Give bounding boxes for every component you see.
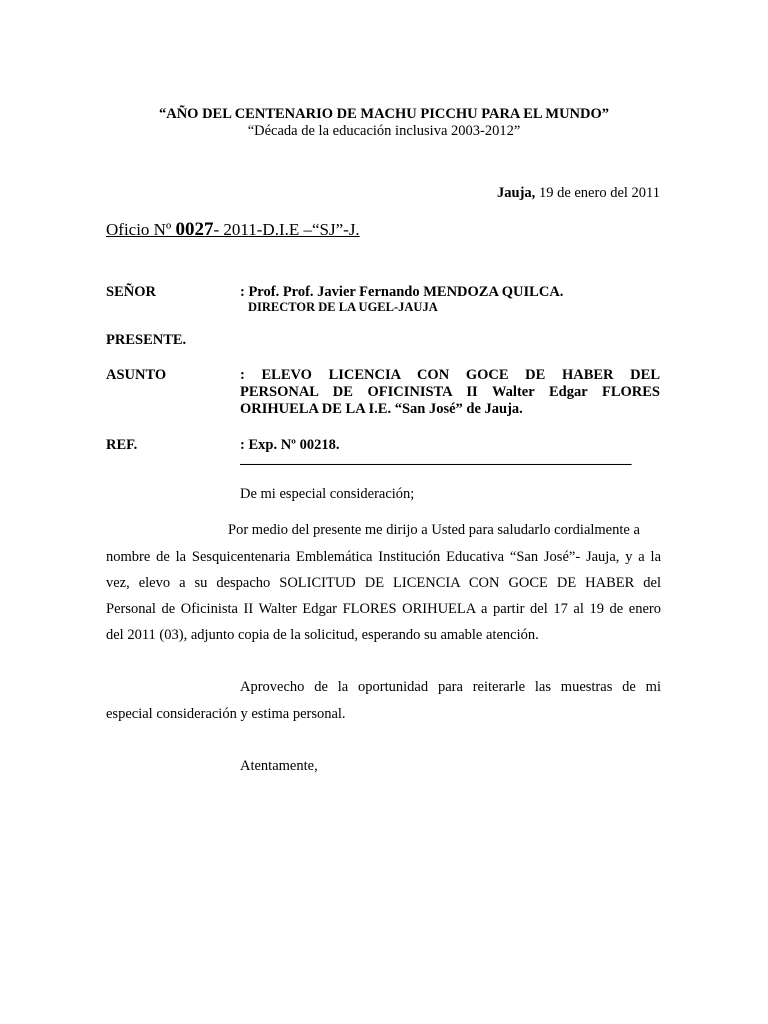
reference-value: : Exp. Nº 00218. (240, 437, 340, 453)
decade-motto: “Década de la educación inclusiva 2003-2012” (247, 123, 521, 139)
paragraph1-line-2: nombre de la Sesquicentenaria Emblemática Institución Educativa “San José”- Jauja, y a la (106, 549, 661, 565)
oficio-number-line (106, 219, 360, 241)
paragraph2-line-1: Aprovecho de la oportunidad para reiterarle las muestras de mi (240, 679, 661, 695)
subject-line-3: ORIHUELA DE LA I.E. “San José” de Jauja. (240, 401, 523, 417)
subject-line-2: PERSONAL DE OFICINISTA II Walter Edgar FLORES (240, 384, 660, 400)
date-line (497, 185, 660, 202)
paragraph1-line-1: Por medio del presente me dirijo a Usted para saludarlo cordialmente a (228, 522, 640, 538)
reference-rule: ______________________________________________________ (240, 451, 632, 467)
reference-label: REF. (106, 437, 138, 453)
date-place: Jauja, (497, 185, 536, 201)
date-text: 19 de enero del 2011 (535, 185, 660, 201)
recipient-title: DIRECTOR DE LA UGEL-JAUJA (248, 300, 438, 314)
year-motto: “AÑO DEL CENTENARIO DE MACHU PICCHU PARA EL MUNDO” (158, 106, 610, 122)
presente-label: PRESENTE. (106, 332, 187, 348)
recipient-name: : Prof. Prof. Javier Fernando MENDOZA QUILCA. (240, 284, 564, 300)
paragraph2-line-2: especial consideración y estima personal. (106, 706, 346, 722)
oficio-suffix: - 2011-D.I.E –“SJ”-J. (213, 220, 360, 239)
subject-label: ASUNTO (106, 367, 167, 383)
oficio-prefix: Oficio Nº (106, 220, 176, 239)
greeting: De mi especial consideración; (240, 486, 415, 502)
recipient-label: SEÑOR (106, 284, 156, 300)
paragraph1-line-3: vez, elevo a su despacho SOLICITUD DE LICENCIA CON GOCE DE HABER del (106, 575, 661, 591)
paragraph1-line-4: Personal de Oficinista II Walter Edgar FLORES ORIHUELA a partir del 17 al 19 de enero (106, 601, 661, 617)
subject-line-1: : ELEVO LICENCIA CON GOCE DE HABER DEL (240, 367, 660, 383)
closing: Atentamente, (240, 758, 318, 774)
oficio-number: 0027 (175, 219, 214, 240)
paragraph1-line-5: del 2011 (03), adjunto copia de la solicitud, esperando su amable atención. (106, 627, 539, 643)
